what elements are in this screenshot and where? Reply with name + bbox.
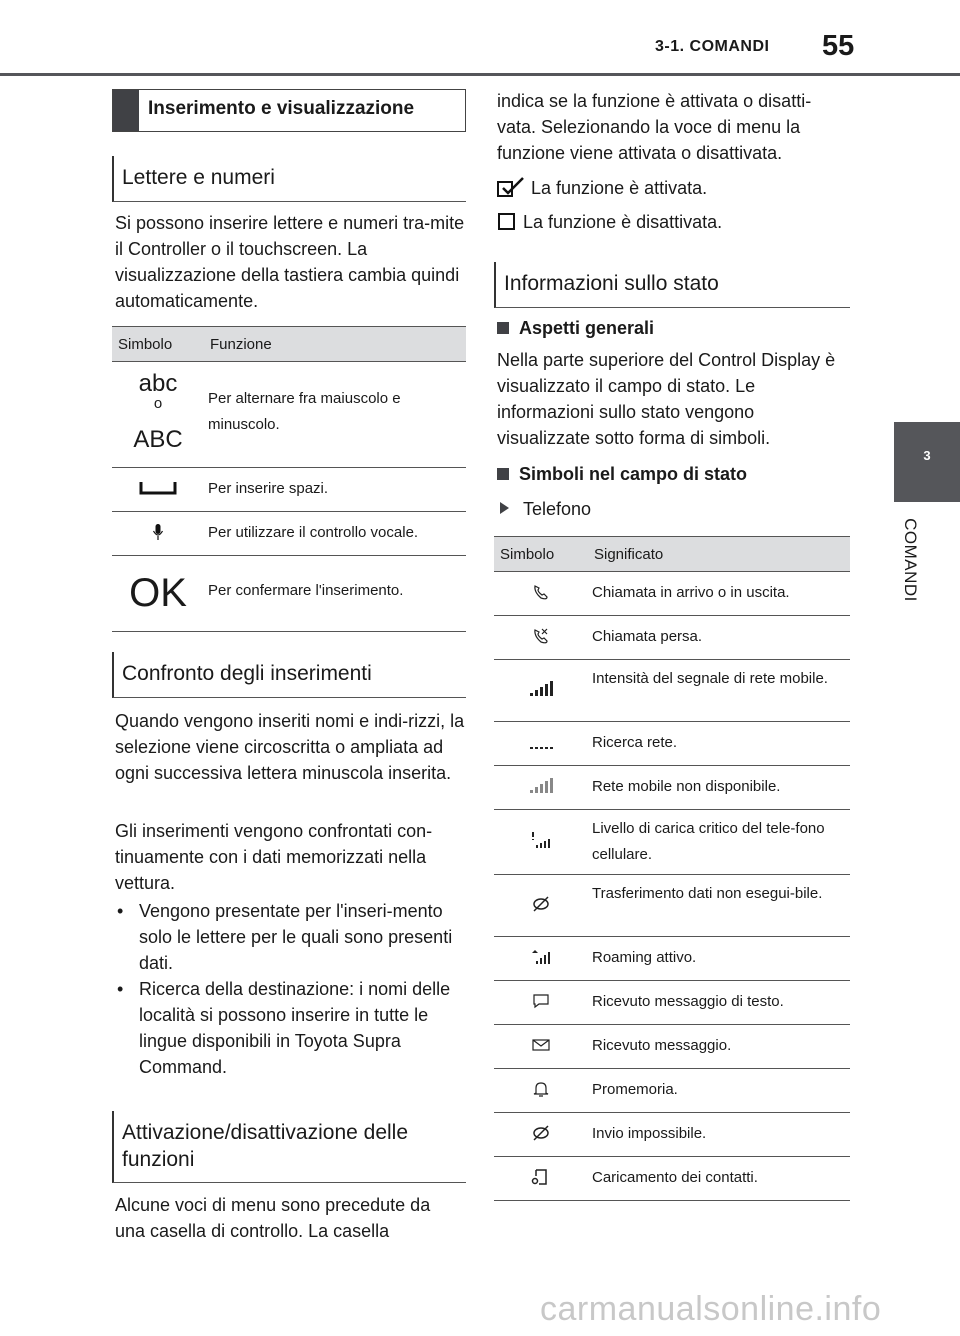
bell-icon (494, 1069, 588, 1113)
microphone-icon (112, 512, 204, 556)
main-section-heading (112, 89, 466, 132)
table-header-symbol: Simbolo (494, 537, 588, 572)
heading-simboli-campo: Simboli nel campo di stato (497, 464, 747, 485)
chapter-label-wrap (893, 517, 927, 603)
table-row: Livello di carica critico del tele-fono cellulare. (494, 810, 850, 875)
list-item: • Vengono presentate per l'inseri-mento solo le lettere per le quali sono presenti dati. (117, 901, 453, 973)
table-header-meaning: Significato (588, 537, 850, 572)
table-row: Per inserire spazi. (112, 468, 466, 512)
table-row: abc o ABC Per alternare fra maiuscolo e minuscolo. (112, 362, 466, 468)
table-row: Chiamata persa. (494, 616, 850, 660)
table-row: Ricerca rete. (494, 722, 850, 766)
chapter-number: 3 (923, 448, 931, 463)
table-header-function: Funzione (204, 327, 466, 362)
table-row: Promemoria. (494, 1069, 850, 1113)
paragraph-confronto: Quando vengono inseriti nomi e indi-rizzi, la selezione viene circoscritta o ampliata ad ogni successiva lettera minuscola inserita. (115, 711, 465, 783)
bullet-list (115, 898, 465, 1080)
phone-call-icon (494, 572, 588, 616)
watermark: carmanualsonline.info (540, 1290, 882, 1328)
text-message-icon (494, 981, 588, 1025)
input-symbols-table (112, 326, 466, 632)
ok-symbol: OK (112, 556, 204, 632)
signal-strength-icon (494, 660, 588, 722)
paragraph-lettere: Si possono inserire lettere e numeri tra-mite il Controller o il touchscreen. La visualizzazione della tastiera cambia quindi automaticamente. (115, 213, 465, 311)
table-row: Per utilizzare il controllo vocale. (112, 512, 466, 556)
checkbox-checked-icon (497, 177, 525, 197)
chapter-label: COMANDI (901, 518, 920, 602)
table-row: Ricevuto messaggio di testo. (494, 981, 850, 1025)
battery-critical-icon (494, 810, 588, 875)
heading-informazioni-stato: Informazioni sullo stato (494, 262, 850, 308)
phone-status-table (494, 536, 850, 1201)
paragraph-campo-stato: Nella parte superiore del Control Display è visualizzato il campo di stato. Le informazioni sullo stato vengono visualizzate sotto forma di simboli. (497, 350, 836, 448)
contacts-loading-icon (494, 1157, 588, 1201)
heading-lettere-numeri: Lettere e numeri (112, 156, 466, 202)
space-icon (112, 468, 204, 512)
paragraph-attivazione: Alcune voci di menu sono precedute da una casella di controllo. La casella (115, 1195, 431, 1241)
missed-call-icon (494, 616, 588, 660)
main-section-heading-text: Inserimento e visualizzazione (148, 98, 415, 119)
table-row: Trasferimento dati non esegui-bile. (494, 875, 850, 937)
paragraph-confronto-2: Gli inserimenti vengono confrontati con-tinuamente con i dati memorizzati nella vettura. (115, 821, 433, 893)
table-header-symbol: Simbolo (112, 327, 204, 362)
heading-aspetti-generali: Aspetti generali (497, 318, 654, 339)
table-row: Invio impossibile. (494, 1113, 850, 1157)
checkbox-checked-line: La funzione è attivata. (497, 175, 849, 201)
list-item: • Ricerca della destinazione: i nomi delle località si possono inserire in tutte le lingue disponibili in Toyota Supra Command. (117, 979, 451, 1077)
roaming-icon (494, 937, 588, 981)
table-row: Ricevuto messaggio. (494, 1025, 850, 1069)
table-row: Rete mobile non disponibile. (494, 766, 850, 810)
checkbox-unchecked-icon (497, 211, 517, 231)
paragraph-casella: indica se la funzione è attivata o disatti-vata. Selezionando la voce di menu la funzione viene attivata o disattivata. (497, 91, 812, 163)
checkbox-unchecked-line: La funzione è disattivata. (497, 209, 849, 235)
table-row: Intensità del segnale di rete mobile. (494, 660, 850, 722)
header-rule (0, 73, 960, 76)
network-search-icon (494, 722, 588, 766)
section-title: 3-1. COMANDI (655, 38, 770, 55)
table-row: Caricamento dei contatti. (494, 1157, 850, 1201)
send-failed-icon (494, 1113, 588, 1157)
table-row: OK Per confermare l'inserimento. (112, 556, 466, 632)
table-row: Chiamata in arrivo o in uscita. (494, 572, 850, 616)
envelope-icon (494, 1025, 588, 1069)
network-unavailable-icon (494, 766, 588, 810)
heading-confronto: Confronto degli inserimenti (112, 652, 466, 698)
heading-attivazione: Attivazione/disattivazione delle funzioni (112, 1111, 466, 1183)
data-transfer-failed-icon (494, 875, 588, 937)
table-row: Roaming attivo. (494, 937, 850, 981)
page-number: 55 (822, 30, 855, 62)
case-toggle-symbol: abc o ABC (112, 362, 204, 468)
subheading-telefono: Telefono (500, 499, 591, 520)
